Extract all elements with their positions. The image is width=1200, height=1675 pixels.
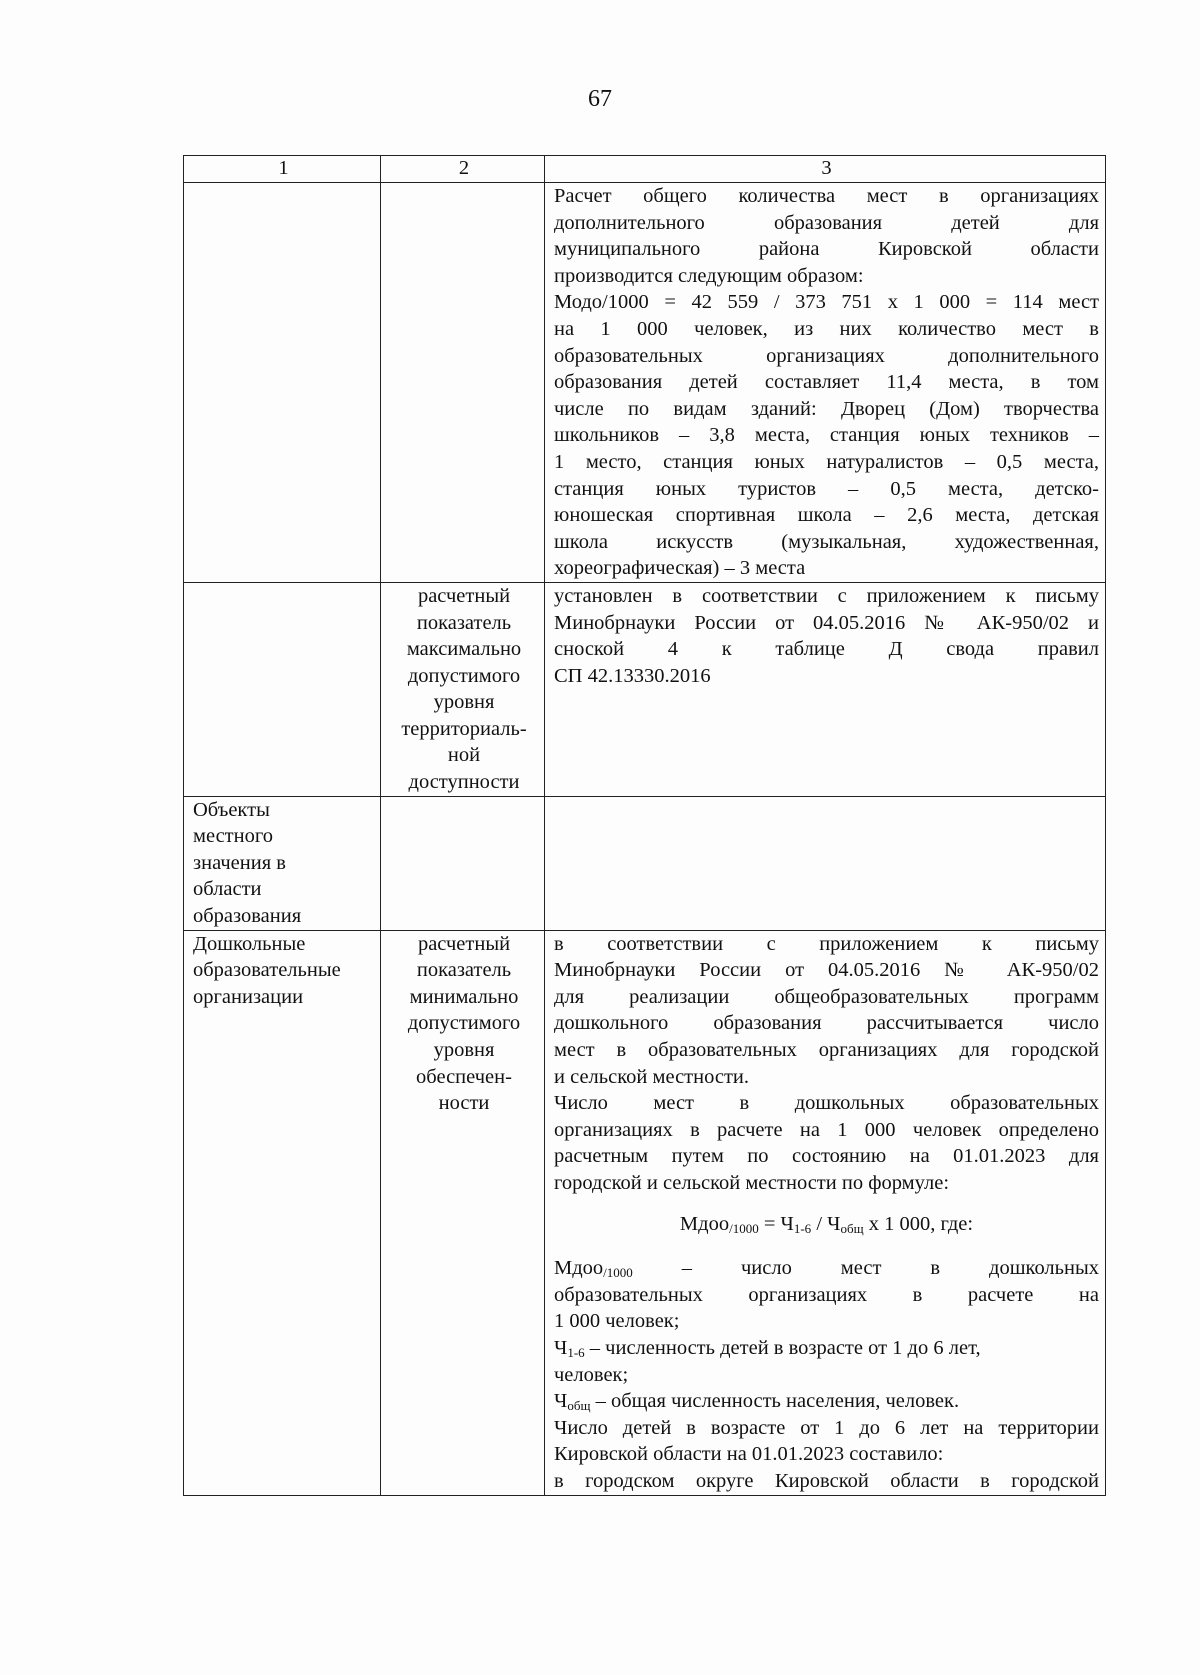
text-line: расчетный: [417, 932, 511, 955]
header-col-2: 2: [381, 156, 545, 183]
table-row-local-objects: [184, 796, 1106, 930]
row1-col3: [545, 183, 1106, 583]
formula-ch-sub: 1-6: [793, 1220, 812, 1236]
text-line: Дошкольные: [193, 932, 306, 955]
page-number: 67: [588, 86, 612, 112]
text-line: доступности: [408, 771, 520, 794]
legend-mdoo-line: [554, 1255, 1099, 1282]
text-line: Минобрнауки России от 04.05.2016 № АК-950/02: [554, 959, 1099, 982]
formula-legend: [554, 1255, 1099, 1415]
text-line: и сельской местности.: [554, 1065, 750, 1088]
legend-term: Ч: [554, 1336, 568, 1359]
text-line: в городском округе Кировской области в городской: [554, 1469, 1099, 1492]
row2-col1: [184, 582, 381, 796]
legend-term-sub: 1-6: [567, 1344, 585, 1360]
text-line: СП 42.13330.2016: [554, 664, 711, 687]
text-line: допустимого: [407, 664, 521, 687]
row3-col3: [545, 796, 1106, 930]
text-line: муниципального района Кировской области: [554, 238, 1099, 261]
text-line: минимально: [409, 985, 519, 1008]
text-line: Число детей в возрасте от 1 до 6 лет на территории: [554, 1416, 1099, 1439]
text-line: показатель: [416, 959, 512, 982]
text-line: обеспечен-: [416, 1065, 512, 1088]
text-line: хореографическая) – 3 места: [554, 557, 806, 580]
legend-text: – число мест в дошкольных: [632, 1257, 1099, 1280]
text-line: Модо/1000 = 42 559 / 373 751 х 1 000 = 114 мест: [554, 291, 1099, 314]
formula-lhs: Мдоо: [679, 1212, 730, 1235]
text-line: Число мест в дошкольных образовательных: [554, 1092, 1099, 1115]
text-line: школьников – 3,8 места, станция юных техников –: [554, 424, 1099, 447]
text-line: мест в образовательных организациях для городской: [554, 1039, 1099, 1062]
text-line: ной: [447, 744, 481, 767]
formula: [554, 1211, 1099, 1238]
text-line: организациях в расчете на 1 000 человек определено: [554, 1118, 1099, 1141]
formula-tail: х 1 000, где:: [863, 1212, 974, 1235]
row1-col3-text: [554, 183, 1099, 582]
text-line: образования: [193, 905, 302, 928]
text-line: образования детей составляет 11,4 места, в том: [554, 371, 1099, 394]
text-line: Расчет общего количества мест в организациях: [554, 185, 1099, 207]
row4-col3: [545, 930, 1106, 1495]
legend-ch-line: [554, 1335, 1099, 1362]
text-line: образовательные: [193, 959, 341, 982]
text-line: максимально: [406, 638, 522, 661]
formula-obsh-sub: общ: [840, 1220, 864, 1236]
text-line: местного: [193, 825, 274, 848]
row4-col1: [184, 930, 381, 1495]
text-line: показатель: [416, 611, 512, 634]
text-line: 1 000 человек;: [554, 1310, 680, 1333]
text-line: городской и сельской местности по формуле:: [554, 1172, 950, 1194]
header-col-1: 1: [184, 156, 381, 183]
legend-text: – общая численность населения, человек.: [590, 1390, 960, 1413]
text-line: на 1 000 человек, из них количество мест в: [554, 317, 1099, 340]
table-row-preschool: [184, 930, 1106, 1495]
text-line: в соответствии с приложением к письму: [554, 932, 1099, 955]
text-line: числе по видам зданий: Дворец (Дом) творчества: [554, 397, 1099, 420]
legend-text: – численность детей в возрасте от 1 до 6 лет,: [584, 1336, 981, 1359]
legend-term: Ч: [554, 1390, 568, 1413]
text-line: образовательных организациях дополнительного: [554, 344, 1099, 367]
row2-col2: [381, 582, 545, 796]
text-line: Кировской области на 01.01.2023 составило:: [554, 1443, 944, 1466]
row4-col2: [381, 930, 545, 1495]
text-line: для реализации общеобразовательных программ: [554, 985, 1099, 1008]
header-col-3: 3: [545, 156, 1106, 183]
text-line: допустимого: [407, 1012, 521, 1035]
legend-obsh-line: [554, 1388, 1099, 1415]
table-row-additional-education: [184, 183, 1106, 583]
text-line: дополнительного образования детей для: [554, 211, 1099, 234]
text-line: установлен в соответствии с приложением к письму: [554, 584, 1099, 607]
text-line: человек;: [554, 1363, 629, 1386]
text-line: расчетным путем по состоянию на 01.01.2023 для: [554, 1145, 1099, 1168]
text-line: Минобрнауки России от 04.05.2016 № АК-950/02 и: [554, 611, 1099, 634]
formula-lhs-sub: /1000: [729, 1220, 759, 1236]
row1-col2: [381, 183, 545, 583]
standards-table: [183, 155, 1106, 1496]
text-line: расчетный: [417, 584, 511, 607]
text-line: уровня: [433, 691, 495, 714]
text-line: школа искусств (музыкальная, художественная,: [554, 530, 1099, 553]
row3-col2: [381, 796, 545, 930]
text-line: юношеская спортивная школа – 2,6 места, детская: [554, 504, 1099, 527]
text-line: образовательных организациях в расчете на: [554, 1283, 1099, 1306]
text-line: организации: [193, 985, 304, 1008]
legend-term: Мдоо: [554, 1257, 604, 1280]
text-line: производится следующим образом:: [554, 264, 864, 287]
formula-div: / Ч: [811, 1212, 841, 1235]
text-line: области: [193, 878, 262, 901]
row3-col1: [184, 796, 381, 930]
text-line: сноской 4 к таблице Д свода правил: [554, 638, 1099, 661]
row1-col1: [184, 183, 381, 583]
legend-term-sub: /1000: [603, 1265, 633, 1281]
text-line: Объекты: [193, 798, 270, 821]
text-line: ности: [438, 1092, 490, 1115]
text-line: территориаль-: [401, 717, 527, 740]
text-line: 1 место, станция юных натуралистов – 0,5 места,: [554, 450, 1099, 473]
text-line: станция юных туристов – 0,5 места, детско-: [554, 477, 1099, 500]
text-line: дошкольного образования рассчитывается число: [554, 1012, 1099, 1035]
table-header-row: [184, 156, 1106, 183]
legend-term-sub: общ: [567, 1398, 591, 1414]
table-row-max-accessibility: [184, 582, 1106, 796]
text-line: значения в: [193, 851, 286, 874]
formula-eq: = Ч: [758, 1212, 794, 1235]
indicator-label: [390, 583, 538, 796]
text-line: уровня: [433, 1039, 495, 1062]
row2-col3: [545, 582, 1106, 796]
